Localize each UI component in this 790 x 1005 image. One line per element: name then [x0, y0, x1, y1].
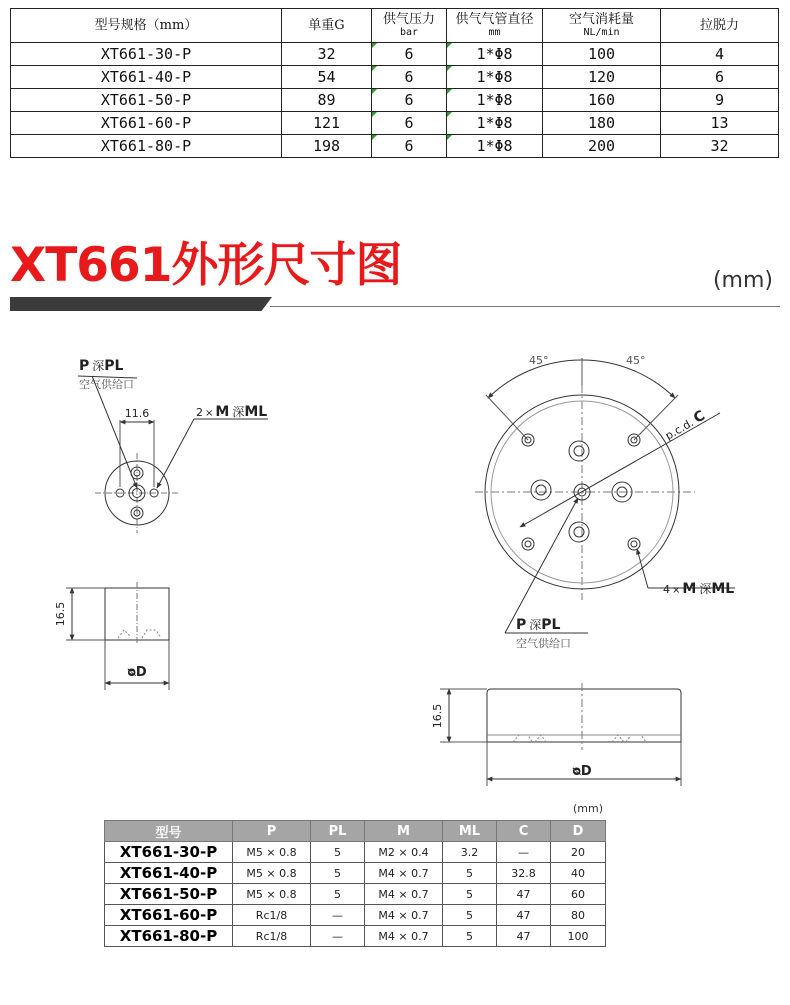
dim-cell-ml: 5	[443, 905, 497, 926]
large-angle-right: 45°	[626, 354, 646, 367]
large-port-label: P 深PL	[516, 617, 561, 633]
dim-cell-model: XT661-60-P	[105, 905, 233, 926]
dim-cell-p: M5 × 0.8	[233, 884, 311, 905]
spec-cell-tube: 1*Φ8	[447, 112, 543, 135]
dim-cell-d: 20	[551, 842, 606, 863]
spec-cell-pull-force: 4	[661, 43, 779, 66]
spec-cell-pressure: 6	[372, 135, 447, 158]
spec-cell-weight: 32	[282, 43, 372, 66]
dim-cell-model: XT661-40-P	[105, 863, 233, 884]
dim-header-m: M	[365, 821, 443, 842]
table-row	[105, 884, 606, 905]
dim-cell-p: M5 × 0.8	[233, 842, 311, 863]
spec-cell-consumption: 160	[543, 89, 661, 112]
dim-cell-d: 100	[551, 926, 606, 947]
dim-cell-pl: 5	[311, 863, 365, 884]
dim-header-model: 型号	[105, 821, 233, 842]
dim-cell-d: 80	[551, 905, 606, 926]
section-unit: (mm)	[712, 268, 773, 293]
small-side-view	[66, 582, 169, 690]
spec-cell-weight: 54	[282, 66, 372, 89]
spec-cell-consumption: 120	[543, 66, 661, 89]
spec-cell-consumption: 180	[543, 112, 661, 135]
dim-cell-pl: 5	[311, 884, 365, 905]
dim-table-unit: (mm)	[573, 802, 604, 815]
dim-cell-pl: —	[311, 905, 365, 926]
spec-cell-weight: 198	[282, 135, 372, 158]
dim-cell-model: XT661-80-P	[105, 926, 233, 947]
spec-cell-pull-force: 9	[661, 89, 779, 112]
large-pcd-label: p.c.d.C	[663, 407, 708, 443]
dim-cell-pl: —	[311, 926, 365, 947]
spec-cell-tube: 1*Φ8	[447, 89, 543, 112]
dim-cell-p: Rc1/8	[233, 926, 311, 947]
spec-cell-pressure: 6	[372, 112, 447, 135]
small-top-view	[78, 376, 268, 533]
dim-cell-ml: 5	[443, 884, 497, 905]
large-height-value: 16.5	[431, 703, 444, 729]
dimension-table	[104, 820, 606, 947]
section-title: XT661外形尺寸图	[10, 238, 402, 293]
dim-cell-d: 60	[551, 884, 606, 905]
dim-cell-m: M2 × 0.4	[365, 842, 443, 863]
small-height-value: 16.5	[54, 601, 67, 627]
small-port-caption: 空气供给口	[79, 378, 134, 391]
table-row	[105, 842, 606, 863]
large-port-caption: 空气供给口	[516, 637, 571, 650]
large-side-view	[440, 683, 681, 786]
dim-cell-pl: 5	[311, 842, 365, 863]
spec-cell-weight: 121	[282, 112, 372, 135]
dim-cell-ml: 3.2	[443, 842, 497, 863]
spec-header-consumption: 空气消耗量 NL/min	[543, 9, 661, 43]
spec-header-pull-force: 拉脱力	[661, 9, 779, 43]
spec-cell-pressure: 6	[372, 43, 447, 66]
spec-cell-consumption: 100	[543, 43, 661, 66]
dim-cell-c: 32.8	[497, 863, 551, 884]
small-diameter-label: ᴓD	[127, 665, 147, 680]
small-port-label: P 深PL	[79, 358, 124, 374]
large-angle-left: 45°	[529, 354, 549, 367]
dim-cell-c: 47	[497, 926, 551, 947]
spec-cell-tube: 1*Φ8	[447, 43, 543, 66]
spec-cell-pressure: 6	[372, 66, 447, 89]
dim-cell-ml: 5	[443, 863, 497, 884]
spec-header-model: 型号规格（mm）	[11, 9, 282, 43]
spec-header-pressure: 供气压力 bar	[372, 9, 447, 43]
spec-cell-pull-force: 13	[661, 112, 779, 135]
dim-header-p: P	[233, 821, 311, 842]
dim-cell-d: 40	[551, 863, 606, 884]
dim-header-pl: PL	[311, 821, 365, 842]
spec-cell-model: XT661-60-P	[11, 112, 282, 135]
dim-cell-m: M4 × 0.7	[365, 905, 443, 926]
dim-cell-c: 47	[497, 884, 551, 905]
spec-cell-consumption: 200	[543, 135, 661, 158]
table-row	[105, 905, 606, 926]
dim-header-d: D	[551, 821, 606, 842]
dim-header-ml: ML	[443, 821, 497, 842]
spec-header-tube: 供气气管直径 mm	[447, 9, 543, 43]
spec-cell-pressure: 6	[372, 89, 447, 112]
dim-cell-model: XT661-30-P	[105, 842, 233, 863]
spec-cell-tube: 1*Φ8	[447, 135, 543, 158]
spec-cell-model: XT661-80-P	[11, 135, 282, 158]
spec-cell-weight: 89	[282, 89, 372, 112]
dim-header-c: C	[497, 821, 551, 842]
dim-cell-c: —	[497, 842, 551, 863]
spec-cell-pull-force: 6	[661, 66, 779, 89]
spec-cell-model: XT661-40-P	[11, 66, 282, 89]
spec-cell-tube: 1*Φ8	[447, 66, 543, 89]
table-row	[105, 926, 606, 947]
spec-header-weight: 单重G	[282, 9, 372, 43]
dim-cell-p: M5 × 0.8	[233, 863, 311, 884]
large-diameter-label: ᴓD	[572, 764, 592, 779]
dim-header-row	[105, 821, 606, 842]
dim-cell-model: XT661-50-P	[105, 884, 233, 905]
small-pitch-value: 11.6	[124, 407, 150, 420]
spec-cell-model: XT661-50-P	[11, 89, 282, 112]
dim-cell-c: 47	[497, 905, 551, 926]
spec-cell-pull-force: 32	[661, 135, 779, 158]
small-thread-label: 2 × M 深ML	[196, 404, 268, 420]
dim-cell-p: Rc1/8	[233, 905, 311, 926]
dim-cell-m: M4 × 0.7	[365, 884, 443, 905]
dim-cell-ml: 5	[443, 926, 497, 947]
large-thread-label: 4 × M 深ML	[663, 581, 735, 597]
dim-cell-m: M4 × 0.7	[365, 863, 443, 884]
table-row	[105, 863, 606, 884]
dim-cell-m: M4 × 0.7	[365, 926, 443, 947]
spec-cell-model: XT661-30-P	[11, 43, 282, 66]
